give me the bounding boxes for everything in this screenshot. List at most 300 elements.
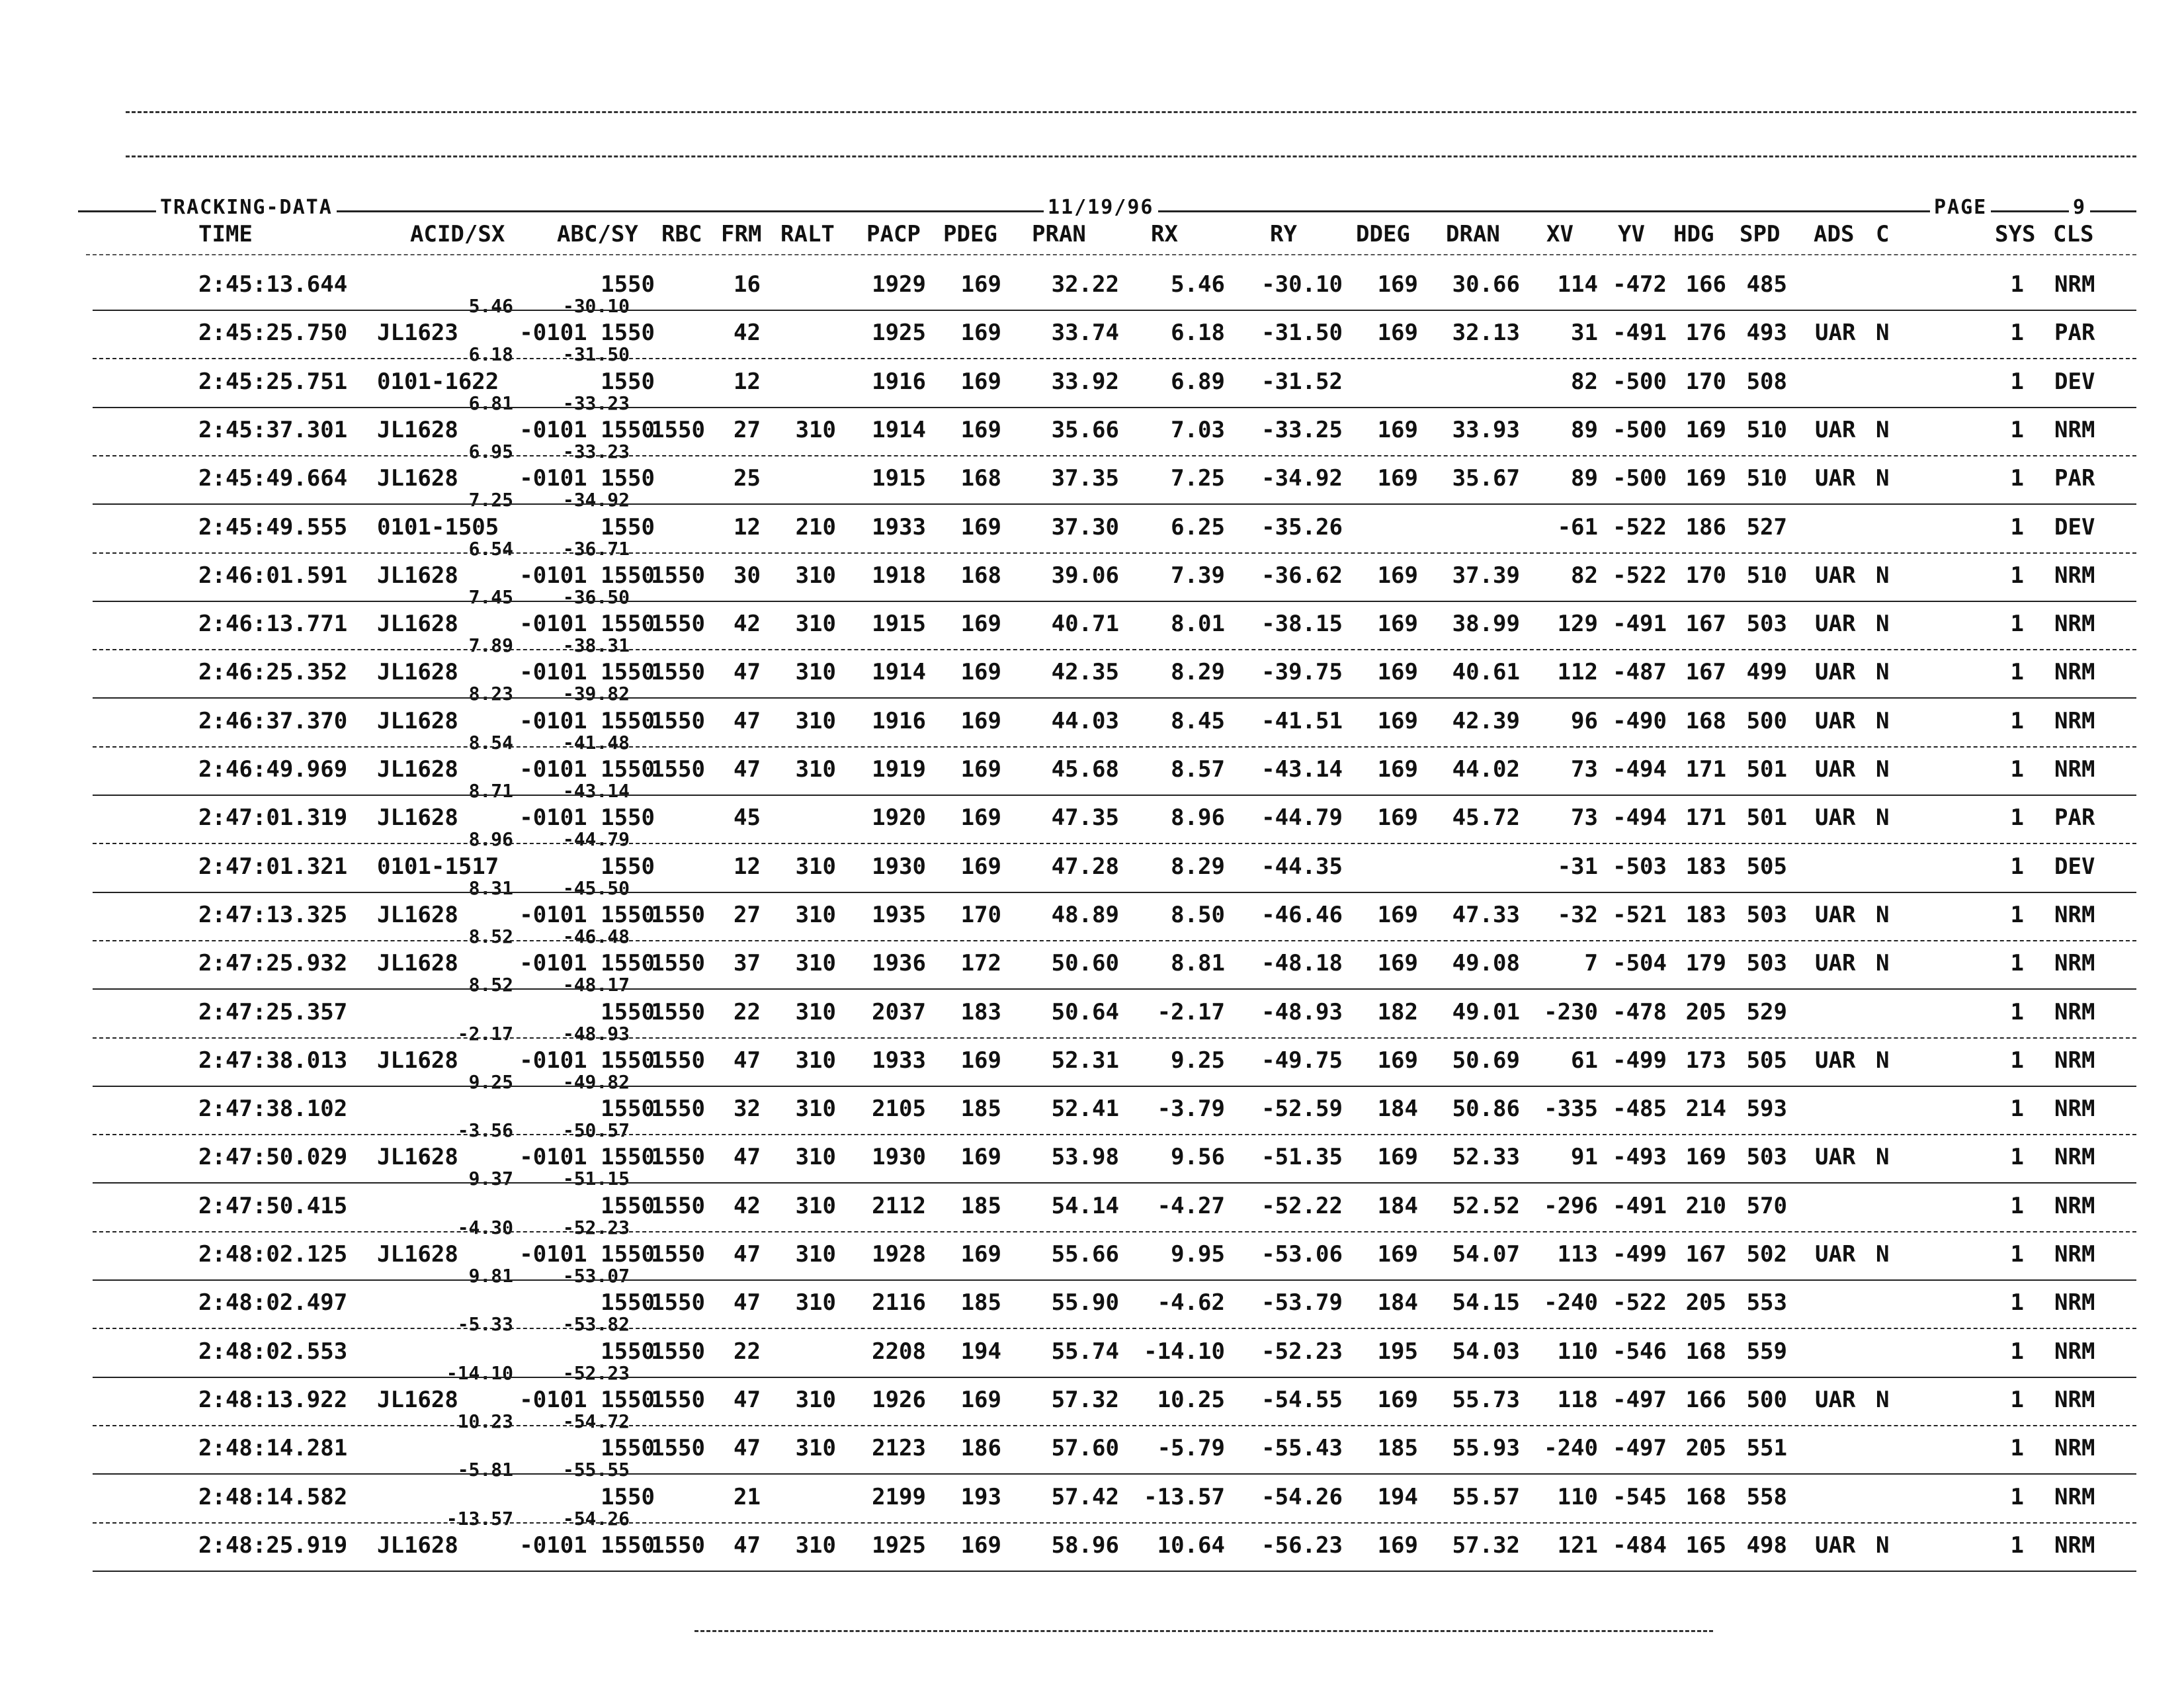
cell-frm: 47	[734, 659, 761, 686]
cell-spd: 505	[1746, 853, 1787, 880]
cell-ads: UAR	[1815, 1241, 1856, 1268]
cell-time: 2:46:37.370	[198, 707, 348, 734]
cell-rx: 8.57	[1171, 756, 1225, 783]
cell-pacp: 1920	[872, 804, 926, 832]
cell-hdg: 167	[1685, 611, 1726, 638]
cell-dran: 54.07	[1452, 1241, 1520, 1268]
cell-sx: -2.17	[457, 1022, 513, 1045]
cell-hdg: 166	[1685, 271, 1726, 298]
cell-ry: -36.62	[1261, 562, 1343, 589]
cell-yv: -491	[1613, 1192, 1667, 1219]
cell-yv: -500	[1613, 368, 1667, 395]
column-header-ddeg: DDEG	[1356, 221, 1410, 247]
cell-rx: -3.79	[1157, 1096, 1225, 1123]
cell-sys: 1	[2010, 465, 2024, 492]
cell-pdeg: 193	[960, 1483, 1001, 1510]
cell-hdg: 176	[1685, 320, 1726, 347]
cell-pdeg: 185	[960, 1192, 1001, 1219]
cell-sy: -53.82	[562, 1313, 630, 1336]
cell-frm: 12	[734, 513, 761, 540]
cell-cls: NRM	[2054, 1144, 2095, 1171]
cell-c: N	[1876, 659, 1890, 686]
cell-yv: -545	[1613, 1483, 1667, 1510]
cell-rx: 6.25	[1171, 513, 1225, 540]
cell-yv: -500	[1613, 416, 1667, 443]
cell-pran: 55.66	[1051, 1241, 1119, 1268]
column-header-rbc: RBC	[661, 221, 702, 247]
cell-sx: 9.37	[468, 1168, 513, 1190]
cell-dran: 45.72	[1452, 804, 1520, 832]
cell-dran: 50.86	[1452, 1096, 1520, 1123]
cell-spd: 558	[1746, 1483, 1787, 1510]
cell-time: 2:47:13.325	[198, 901, 348, 928]
cell-acid: JL1628	[377, 901, 458, 928]
cell-sx: 8.52	[468, 925, 513, 947]
cell-frm: 45	[734, 804, 761, 832]
column-header-xv: XV	[1546, 221, 1574, 247]
cell-ads: UAR	[1815, 950, 1856, 977]
table-row	[0, 1333, 2184, 1382]
cell-sy: -33.23	[562, 440, 630, 462]
cell-pdeg: 168	[960, 465, 1001, 492]
table-row	[0, 703, 2184, 752]
cell-ads: UAR	[1815, 901, 1856, 928]
table-row	[0, 509, 2184, 558]
cell-ralt: 210	[795, 513, 836, 540]
cell-sys: 1	[2010, 368, 2024, 395]
cell-ralt: 310	[795, 1532, 836, 1559]
cell-spd: 553	[1746, 1289, 1787, 1316]
cell-time: 2:46:49.969	[198, 756, 348, 783]
table-row	[0, 945, 2184, 994]
cell-sys: 1	[2010, 1386, 2024, 1413]
row-separator	[93, 892, 2136, 893]
cell-dran: 49.08	[1452, 950, 1520, 977]
cell-sy: -54.72	[562, 1410, 630, 1432]
cell-sx: 8.31	[468, 877, 513, 899]
cell-pran: 47.35	[1051, 804, 1119, 832]
cell-cls: NRM	[2054, 901, 2095, 928]
cell-cls: NRM	[2054, 950, 2095, 977]
cell-ry: -53.06	[1261, 1241, 1343, 1268]
cell-c: N	[1876, 804, 1890, 832]
cell-c: N	[1876, 465, 1890, 492]
cell-rx: 8.01	[1171, 611, 1225, 638]
cell-sy: -39.82	[562, 683, 630, 705]
cell-spd: 500	[1746, 707, 1787, 734]
cell-acid: JL1628	[377, 1144, 458, 1171]
cell-rx: 7.39	[1171, 562, 1225, 589]
cell-ralt: 310	[795, 1144, 836, 1171]
cell-dran: 52.33	[1452, 1144, 1520, 1171]
cell-spd: 551	[1746, 1435, 1787, 1462]
table-row	[0, 848, 2184, 897]
cell-sys: 1	[2010, 1241, 2024, 1268]
cell-dran: 30.66	[1452, 271, 1520, 298]
cell-ry: -54.55	[1261, 1386, 1343, 1413]
cell-cls: NRM	[2054, 756, 2095, 783]
cell-pran: 37.30	[1051, 513, 1119, 540]
cell-xv: 82	[1571, 368, 1598, 395]
cell-yv: -521	[1613, 901, 1667, 928]
cell-ddeg: 169	[1377, 707, 1418, 734]
cell-dran: 32.13	[1452, 320, 1520, 347]
cell-hdg: 210	[1685, 1192, 1726, 1219]
cell-ddeg: 195	[1377, 1338, 1418, 1365]
cell-pdeg: 172	[960, 950, 1001, 977]
cell-hdg: 167	[1685, 659, 1726, 686]
cell-ralt: 310	[795, 853, 836, 880]
table-row	[0, 751, 2184, 800]
cell-cls: DEV	[2054, 853, 2095, 880]
cell-time: 2:48:13.922	[198, 1386, 348, 1413]
cell-rx: -14.10	[1144, 1338, 1225, 1365]
cell-sx: 8.54	[468, 731, 513, 754]
cell-spd: 501	[1746, 804, 1787, 832]
cell-cls: NRM	[2054, 416, 2095, 443]
cell-xv: 82	[1571, 562, 1598, 589]
cell-sy: -50.57	[562, 1119, 630, 1142]
table-row	[0, 314, 2184, 366]
cell-ry: -54.26	[1261, 1483, 1343, 1510]
cell-pacp: 1914	[872, 416, 926, 443]
cell-yv: -503	[1613, 853, 1667, 880]
cell-dran: 40.61	[1452, 659, 1520, 686]
cell-spd: 559	[1746, 1338, 1787, 1365]
cell-spd: 499	[1746, 659, 1787, 686]
cell-c: N	[1876, 901, 1890, 928]
cell-yv: -522	[1613, 562, 1667, 589]
cell-sx: -5.33	[457, 1313, 513, 1336]
cell-acid: JL1628	[377, 1047, 458, 1074]
row-separator	[93, 1037, 2136, 1039]
cell-frm: 47	[734, 1386, 761, 1413]
cell-cls: NRM	[2054, 659, 2095, 686]
cell-frm: 27	[734, 901, 761, 928]
cell-ry: -44.79	[1261, 804, 1343, 832]
cell-c: N	[1876, 611, 1890, 638]
cell-hdg: 166	[1685, 1386, 1726, 1413]
cell-ddeg: 169	[1377, 901, 1418, 928]
cell-time: 2:45:25.750	[198, 320, 348, 347]
cell-pacp: 2199	[872, 1483, 926, 1510]
cell-pran: 39.06	[1051, 562, 1119, 589]
cell-ddeg: 169	[1377, 562, 1418, 589]
cell-rx: 8.81	[1171, 950, 1225, 977]
cell-abc: -0101 1550	[519, 1386, 655, 1413]
cell-rbc: 1550	[651, 1096, 705, 1123]
cell-ry: -51.35	[1261, 1144, 1343, 1171]
cell-pacp: 2208	[872, 1338, 926, 1365]
cell-time: 2:48:25.919	[198, 1532, 348, 1559]
cell-pdeg: 169	[960, 804, 1001, 832]
cell-c: N	[1876, 320, 1890, 347]
cell-cls: NRM	[2054, 1532, 2095, 1559]
cell-time: 2:47:25.932	[198, 950, 348, 977]
cell-xv: 91	[1571, 1144, 1598, 1171]
cell-pran: 58.96	[1051, 1532, 1119, 1559]
cell-frm: 47	[734, 1047, 761, 1074]
cell-dran: 38.99	[1452, 611, 1520, 638]
cell-rbc: 1550	[651, 1532, 705, 1559]
cell-pdeg: 183	[960, 998, 1001, 1025]
cell-hdg: 170	[1685, 562, 1726, 589]
cell-ads: UAR	[1815, 562, 1856, 589]
cell-sys: 1	[2010, 416, 2024, 443]
cell-yv: -522	[1613, 1289, 1667, 1316]
cell-rbc: 1550	[651, 1435, 705, 1462]
cell-ddeg: 169	[1377, 804, 1418, 832]
cell-xv: -31	[1557, 853, 1598, 880]
cell-rx: 9.95	[1171, 1241, 1225, 1268]
cell-pran: 57.42	[1051, 1483, 1119, 1510]
cell-xv: -230	[1544, 998, 1598, 1025]
cell-frm: 12	[734, 368, 761, 395]
row-separator	[93, 310, 2136, 311]
cell-pacp: 2123	[872, 1435, 926, 1462]
cell-yv: -478	[1613, 998, 1667, 1025]
cell-time: 2:47:25.357	[198, 998, 348, 1025]
cell-frm: 47	[734, 707, 761, 734]
cell-abc: 1550	[601, 1435, 655, 1462]
cell-abc: -0101 1550	[519, 707, 655, 734]
column-header-ralt: RALT	[780, 221, 835, 247]
header-underline	[86, 254, 2136, 255]
cell-sx: 8.71	[468, 780, 513, 802]
cell-pdeg: 169	[960, 1386, 1001, 1413]
cell-spd: 508	[1746, 368, 1787, 395]
cell-cls: NRM	[2054, 1483, 2095, 1510]
cell-yv: -487	[1613, 659, 1667, 686]
cell-dran: 55.73	[1452, 1386, 1520, 1413]
cell-sys: 1	[2010, 1435, 2024, 1462]
cell-pran: 53.98	[1051, 1144, 1119, 1171]
cell-pran: 48.89	[1051, 901, 1119, 928]
cell-pdeg: 168	[960, 562, 1001, 589]
cell-yv: -546	[1613, 1338, 1667, 1365]
cell-pran: 44.03	[1051, 707, 1119, 734]
cell-sx: -4.30	[457, 1216, 513, 1238]
cell-yv: -484	[1613, 1532, 1667, 1559]
cell-xv: 112	[1557, 659, 1598, 686]
cell-hdg: 179	[1685, 950, 1726, 977]
cell-pdeg: 169	[960, 611, 1001, 638]
cell-sy: -36.71	[562, 537, 630, 560]
cell-abc: -0101 1550	[519, 320, 655, 347]
row-separator	[93, 358, 2136, 359]
cell-sx: 8.23	[468, 683, 513, 705]
cell-pran: 54.14	[1051, 1192, 1119, 1219]
cell-time: 2:45:49.664	[198, 465, 348, 492]
row-separator	[93, 1182, 2136, 1184]
cell-dran: 57.32	[1452, 1532, 1520, 1559]
cell-sys: 1	[2010, 950, 2024, 977]
cell-hdg: 205	[1685, 1435, 1726, 1462]
cell-sy: -53.07	[562, 1265, 630, 1287]
cell-time: 2:48:14.582	[198, 1483, 348, 1510]
cell-time: 2:46:01.591	[198, 562, 348, 589]
cell-sx: 6.54	[468, 537, 513, 560]
cell-ralt: 310	[795, 1192, 836, 1219]
cell-sx: 9.25	[468, 1070, 513, 1093]
cell-ry: -48.93	[1261, 998, 1343, 1025]
cell-spd: 501	[1746, 756, 1787, 783]
cell-rx: 8.29	[1171, 659, 1225, 686]
cell-pran: 52.31	[1051, 1047, 1119, 1074]
cell-rx: 8.96	[1171, 804, 1225, 832]
cell-pacp: 1915	[872, 465, 926, 492]
cell-rbc: 1550	[651, 1338, 705, 1365]
cell-sy: -36.50	[562, 585, 630, 608]
cell-spd: 503	[1746, 901, 1787, 928]
cell-ry: -41.51	[1261, 707, 1343, 734]
cell-rx: 7.25	[1171, 465, 1225, 492]
column-header-hdg: HDG	[1673, 221, 1714, 247]
cell-cls: NRM	[2054, 1289, 2095, 1316]
table-row	[0, 1479, 2184, 1528]
row-separator	[93, 746, 2136, 748]
cell-ry: -49.75	[1261, 1047, 1343, 1074]
cell-pacp: 1929	[872, 271, 926, 298]
cell-hdg: 168	[1685, 707, 1726, 734]
cell-cls: NRM	[2054, 562, 2095, 589]
cell-sy: -43.14	[562, 780, 630, 802]
cell-dran: 44.02	[1452, 756, 1520, 783]
cell-rx: 8.45	[1171, 707, 1225, 734]
cell-sy: -34.92	[562, 489, 630, 511]
table-row	[0, 1042, 2184, 1091]
cell-dran: 55.93	[1452, 1435, 1520, 1462]
cell-sy: -52.23	[562, 1361, 630, 1384]
column-header-spd: SPD	[1740, 221, 1781, 247]
cell-spd: 503	[1746, 611, 1787, 638]
cell-abc: 1550	[601, 1289, 655, 1316]
cell-pdeg: 169	[960, 1144, 1001, 1171]
cell-pdeg: 169	[960, 271, 1001, 298]
cell-acid: JL1628	[377, 1532, 458, 1559]
cell-ry: -52.22	[1261, 1192, 1343, 1219]
row-separator	[93, 843, 2136, 844]
cell-frm: 42	[734, 611, 761, 638]
cell-rbc: 1550	[651, 562, 705, 589]
cell-sy: -49.82	[562, 1070, 630, 1093]
cell-ry: -43.14	[1261, 756, 1343, 783]
cell-ads: UAR	[1815, 804, 1856, 832]
cell-acid: 0101-1622	[377, 368, 499, 395]
cell-abc: 1550	[601, 853, 655, 880]
cell-acid: JL1628	[377, 465, 458, 492]
cell-time: 2:47:38.102	[198, 1096, 348, 1123]
cell-pacp: 1925	[872, 1532, 926, 1559]
cell-rx: 6.89	[1171, 368, 1225, 395]
cell-sy: -30.10	[562, 295, 630, 317]
cell-pdeg: 169	[960, 368, 1001, 395]
cell-acid: JL1628	[377, 756, 458, 783]
column-header-pacp: PACP	[866, 221, 921, 247]
cell-pacp: 1915	[872, 611, 926, 638]
cell-yv: -497	[1613, 1435, 1667, 1462]
cell-ddeg: 184	[1377, 1192, 1418, 1219]
cell-c: N	[1876, 1144, 1890, 1171]
cell-pacp: 2112	[872, 1192, 926, 1219]
cell-yv: -522	[1613, 513, 1667, 540]
row-separator	[93, 455, 2136, 456]
row-separator	[93, 988, 2136, 990]
cell-sys: 1	[2010, 998, 2024, 1025]
cell-pacp: 1916	[872, 707, 926, 734]
cell-xv: 110	[1557, 1483, 1598, 1510]
cell-ry: -39.75	[1261, 659, 1343, 686]
cell-pacp: 1936	[872, 950, 926, 977]
cell-ddeg: 169	[1377, 1144, 1418, 1171]
cell-rx: -13.57	[1144, 1483, 1225, 1510]
cell-pran: 33.92	[1051, 368, 1119, 395]
cell-rbc: 1550	[651, 416, 705, 443]
cell-acid: JL1628	[377, 950, 458, 977]
cell-xv: 110	[1557, 1338, 1598, 1365]
row-separator	[93, 1231, 2136, 1232]
cell-sx: 7.45	[468, 585, 513, 608]
row-separator	[93, 1377, 2136, 1378]
cell-ddeg: 182	[1377, 998, 1418, 1025]
cell-pdeg: 186	[960, 1435, 1001, 1462]
cell-yv: -504	[1613, 950, 1667, 977]
cell-pran: 57.60	[1051, 1435, 1119, 1462]
cell-rx: 10.64	[1157, 1532, 1225, 1559]
cell-ralt: 310	[795, 416, 836, 443]
table-row	[0, 799, 2184, 851]
cell-spd: 529	[1746, 998, 1787, 1025]
cell-acid: JL1628	[377, 804, 458, 832]
report-title: TRACKING-DATA	[156, 196, 337, 219]
cell-pran: 32.22	[1051, 271, 1119, 298]
cell-frm: 12	[734, 853, 761, 880]
table-row	[0, 1139, 2184, 1190]
cell-cls: PAR	[2054, 804, 2095, 832]
cell-pacp: 2037	[872, 998, 926, 1025]
cell-dran: 50.69	[1452, 1047, 1520, 1074]
cell-ry: -56.23	[1261, 1532, 1343, 1559]
cell-pran: 33.74	[1051, 320, 1119, 347]
cell-xv: 73	[1571, 756, 1598, 783]
cell-ads: UAR	[1815, 1386, 1856, 1413]
cell-spd: 503	[1746, 1144, 1787, 1171]
cell-ry: -48.18	[1261, 950, 1343, 977]
cell-time: 2:46:25.352	[198, 659, 348, 686]
cell-dran: 54.03	[1452, 1338, 1520, 1365]
cell-dran: 47.33	[1452, 901, 1520, 928]
cell-acid: JL1628	[377, 611, 458, 638]
cell-cls: NRM	[2054, 1192, 2095, 1219]
table-row	[0, 1430, 2184, 1479]
cell-ralt: 310	[795, 1096, 836, 1123]
cell-hdg: 171	[1685, 804, 1726, 832]
cell-ddeg: 169	[1377, 271, 1418, 298]
row-separator	[93, 1571, 2136, 1572]
row-separator	[93, 1086, 2136, 1087]
cell-sx: 8.52	[468, 974, 513, 996]
cell-pran: 47.28	[1051, 853, 1119, 880]
row-separator	[93, 1279, 2136, 1281]
cell-frm: 47	[734, 1435, 761, 1462]
cell-ralt: 310	[795, 1386, 836, 1413]
cell-ralt: 310	[795, 1435, 836, 1462]
cell-time: 2:45:49.555	[198, 513, 348, 540]
cell-hdg: 170	[1685, 368, 1726, 395]
cell-pacp: 1925	[872, 320, 926, 347]
cell-time: 2:47:01.321	[198, 853, 348, 880]
cell-frm: 32	[734, 1096, 761, 1123]
